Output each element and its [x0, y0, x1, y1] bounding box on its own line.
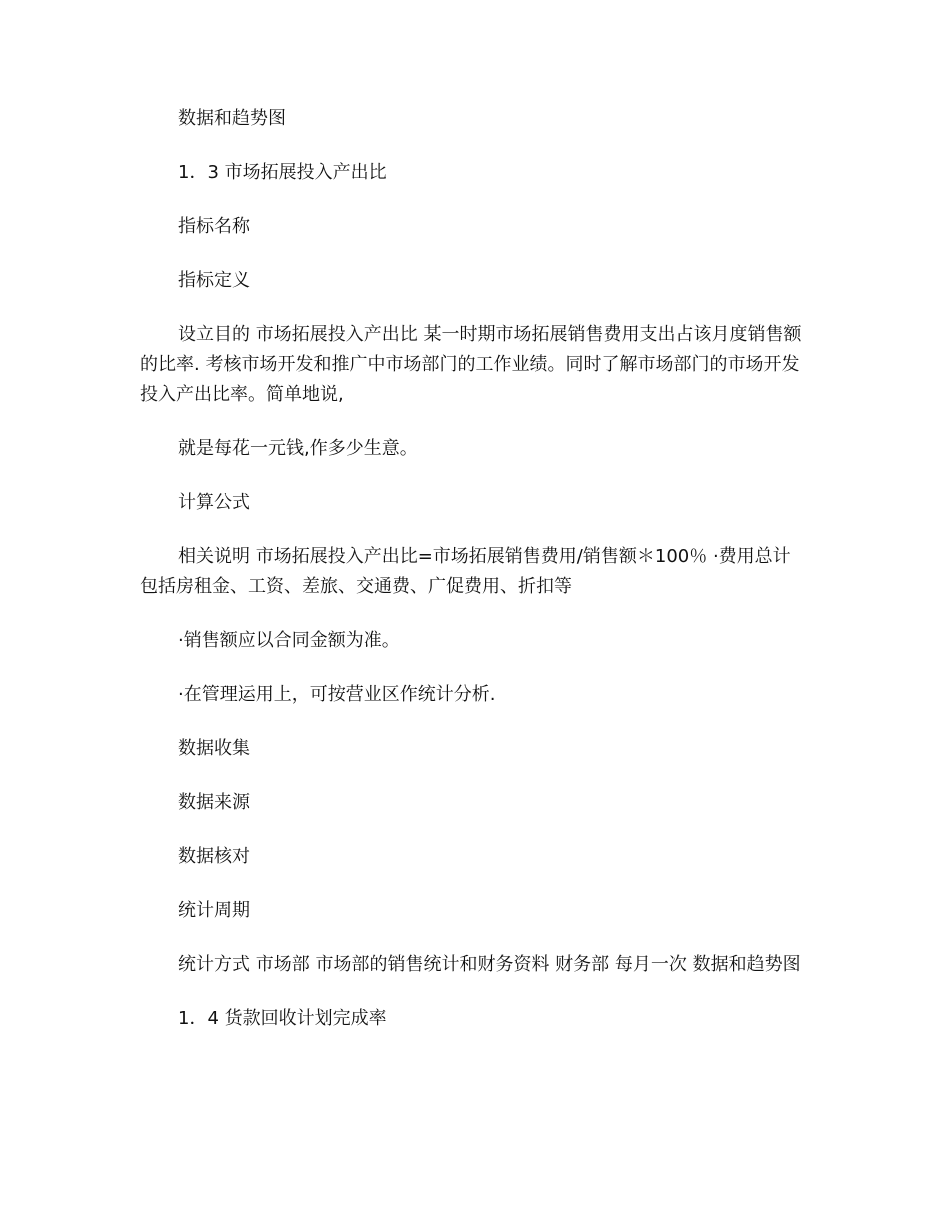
label-statistics-period: 统计周期: [178, 900, 250, 921]
section-heading-data-trend: 数据和趋势图: [178, 108, 286, 129]
paragraph-purpose: 设立目的 市场拓展投入产出比 某一时期市场拓展销售费用支出占该月度销售额的比率. 考核市场开发和推广中市场部门的工作业绩。同时了解市场部门的市场开发投入产出比率。简单地说,: [140, 324, 802, 405]
label-data-verification: 数据核对: [178, 846, 250, 867]
label-indicator-definition: 指标定义: [178, 270, 250, 291]
section-heading-1-3: 1．3 市场拓展投入产出比: [178, 162, 387, 183]
label-data-source: 数据来源: [178, 792, 250, 813]
section-heading-1-4: 1．4 货款回收计划完成率: [178, 1008, 387, 1029]
bullet-sales-amount: ·销售额应以合同金额为准。: [178, 630, 400, 651]
label-indicator-name: 指标名称: [178, 216, 250, 237]
document-body: [140, 104, 805, 1058]
paragraph-summary: 就是每花一元钱,作多少生意。: [178, 438, 418, 459]
bullet-management-use: ·在管理运用上，可按营业区作统计分析.: [178, 684, 496, 705]
paragraph-formula-notes: 相关说明 市场拓展投入产出比=市场拓展销售费用/销售额＊100％ ·费用总计包括房租金、工资、差旅、交通费、广促费用、折扣等: [140, 546, 791, 597]
paragraph-statistics-method: 统计方式 市场部 市场部的销售统计和财务资料 财务部 每月一次 数据和趋势图: [178, 954, 801, 975]
label-data-collection: 数据收集: [178, 738, 250, 759]
label-formula: 计算公式: [178, 492, 250, 513]
